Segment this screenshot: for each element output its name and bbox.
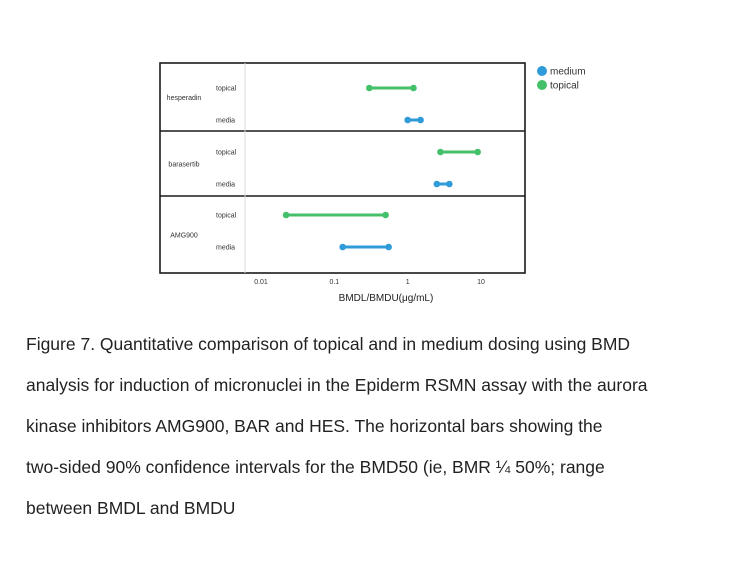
- bmdl-point: [404, 117, 411, 124]
- bmdu-point: [446, 181, 453, 188]
- bmdu-point: [410, 85, 417, 92]
- bmdu-point: [385, 244, 392, 251]
- x-tick-label: 1: [405, 279, 410, 286]
- bmdu-point: [474, 149, 481, 156]
- bmdu-point: [382, 212, 389, 219]
- plot-frame: [160, 63, 525, 273]
- x-tick-label: 0.01: [254, 279, 268, 286]
- legend-label: medium: [550, 66, 586, 78]
- bmdu-point: [417, 117, 424, 124]
- x-tick-label: 0.1: [329, 279, 340, 286]
- x-tick-label: 10: [477, 279, 485, 286]
- group-label: hesperadin: [166, 95, 202, 102]
- row-label: topical: [216, 212, 237, 220]
- legend-label: topical: [550, 80, 579, 92]
- group-label: barasertib: [168, 161, 200, 169]
- row-label: topical: [216, 149, 237, 157]
- caption-line: Figure 7. Quantitative comparison of topical and in medium dosing using BMD: [26, 334, 631, 354]
- row-label: media: [216, 117, 236, 125]
- bmdl-point: [434, 181, 441, 188]
- row-label: media: [216, 244, 236, 252]
- caption-line: between BMDL and BMDU: [26, 498, 236, 518]
- bmdl-point: [366, 85, 373, 92]
- figure-caption: [26, 334, 746, 539]
- bmdl-point: [339, 244, 346, 251]
- bmdl-point: [283, 212, 290, 219]
- legend-swatch: [537, 80, 547, 90]
- row-label: media: [216, 181, 236, 189]
- caption-line: kinase inhibitors AMG900, BAR and HES. The horizontal bars showing the: [26, 416, 603, 436]
- x-axis-label: BMDL/BMDU(μg/mL): [338, 293, 434, 304]
- legend-swatch: [537, 66, 547, 76]
- row-label: topical: [216, 85, 237, 93]
- caption-line: two-sided 90% confidence intervals for the BMD50 (ie, BMR ¼ 50%; range: [26, 457, 605, 477]
- bmdl-point: [437, 149, 444, 156]
- caption-line: analysis for induction of micronuclei in the Epiderm RSMN assay with the aurora: [26, 375, 648, 395]
- group-label: AMG900: [170, 232, 198, 240]
